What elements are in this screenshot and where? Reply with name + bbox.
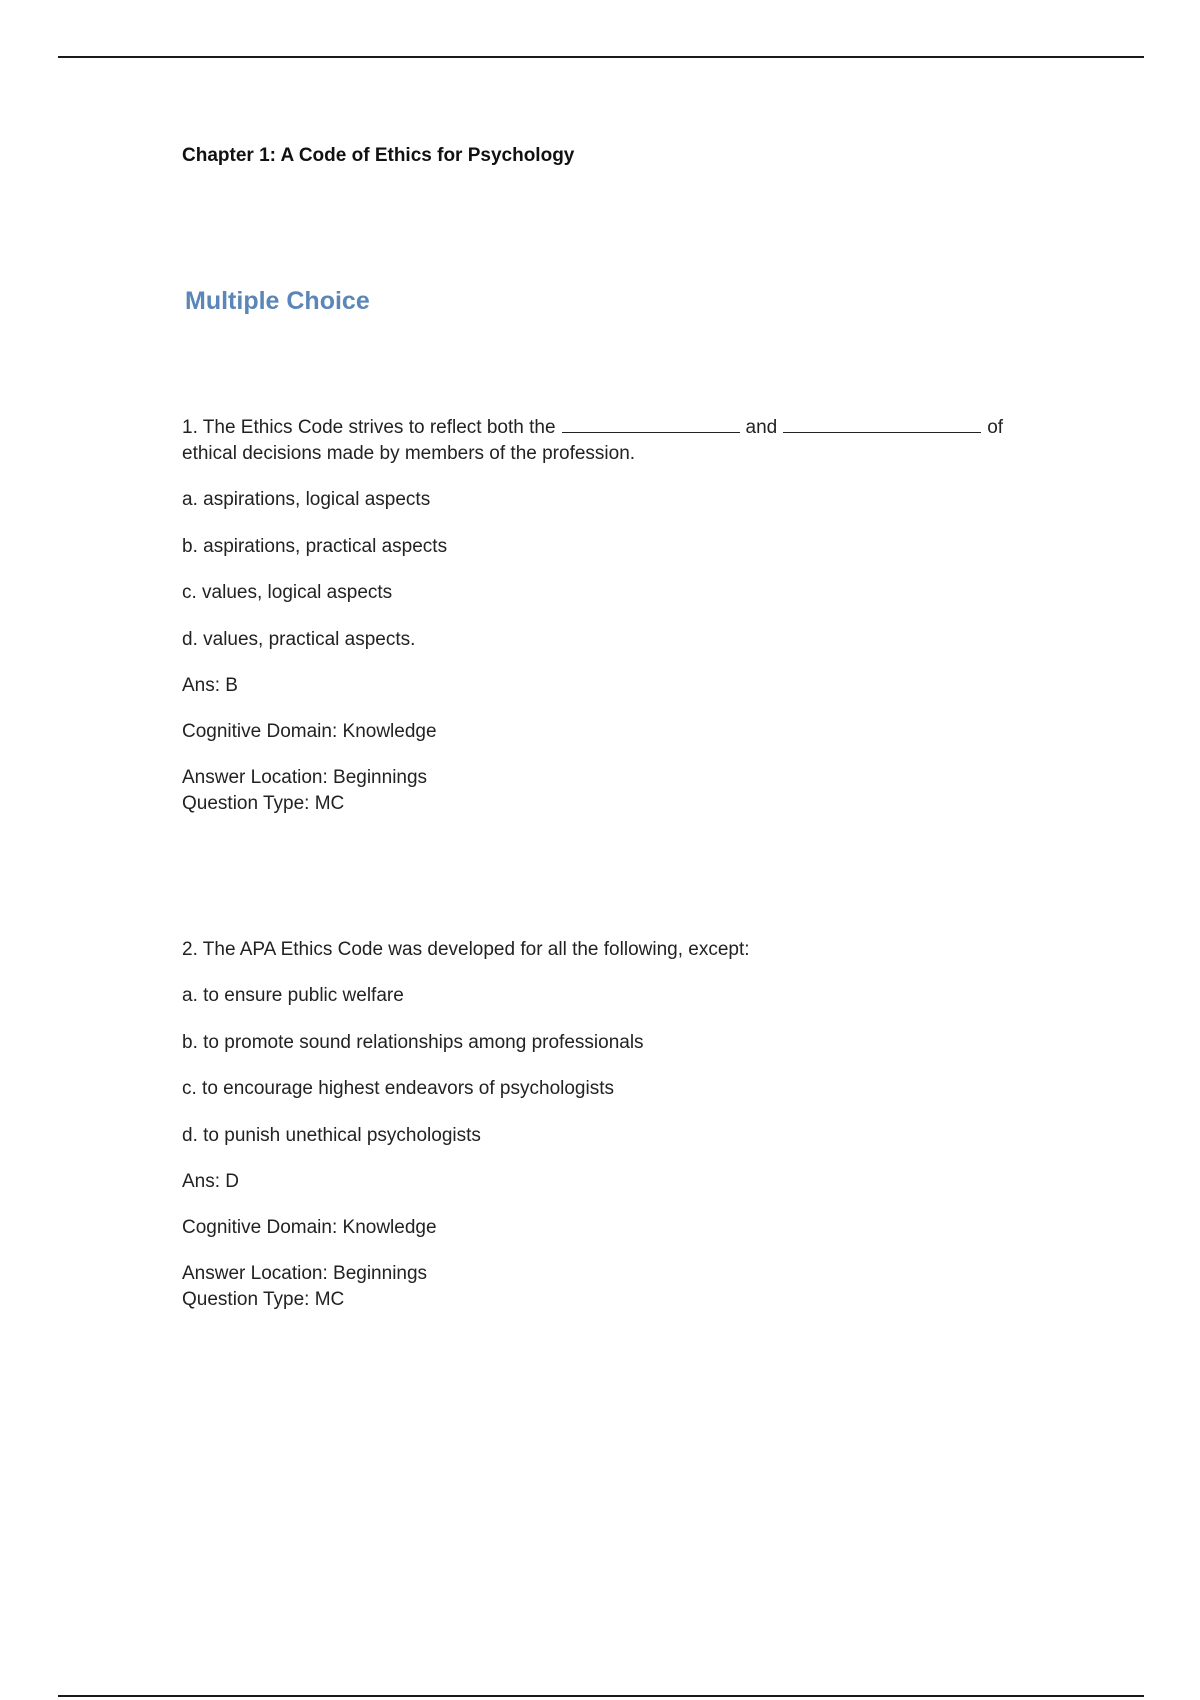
question-stem-line-1 — [182, 414, 1062, 441]
stem-text-part3: of — [987, 417, 1004, 438]
stem-text-part2: and — [745, 417, 778, 438]
option-a: a. aspirations, logical aspects — [182, 489, 431, 510]
cognitive-domain: Cognitive Domain: Knowledge — [182, 721, 437, 742]
answer: Ans: D — [182, 1171, 240, 1192]
fill-blank-1 — [562, 414, 740, 433]
option-a: a. to ensure public welfare — [182, 985, 404, 1006]
question-type: Question Type: MC — [182, 793, 345, 814]
chapter-title: Chapter 1: A Code of Ethics for Psychology — [182, 145, 575, 166]
option-c: c. values, logical aspects — [182, 582, 393, 603]
options-list — [182, 487, 1062, 817]
question-stem — [182, 414, 1062, 467]
fill-blank-2 — [783, 414, 981, 433]
question-stem-line-2: ethical decisions made by members of the profession. — [182, 443, 636, 464]
option-c: c. to encourage highest endeavors of psychologists — [182, 1078, 614, 1099]
options-list — [182, 983, 1062, 1313]
bottom-rule — [58, 1695, 1144, 1697]
question-1 — [182, 414, 1062, 817]
option-d: d. to punish unethical psychologists — [182, 1124, 481, 1146]
question-type: Question Type: MC — [182, 1289, 345, 1310]
cognitive-domain: Cognitive Domain: Knowledge — [182, 1217, 437, 1238]
option-d: d. values, practical aspects. — [182, 628, 416, 650]
answer: Ans: B — [182, 675, 238, 696]
option-b: b. to promote sound relationships among professionals — [182, 1031, 644, 1053]
question-2 — [182, 937, 1062, 1313]
option-b: b. aspirations, practical aspects — [182, 535, 448, 557]
stem-text-part1: 1. The Ethics Code strives to reflect both the — [182, 417, 556, 438]
top-rule — [58, 56, 1144, 58]
answer-location: Answer Location: Beginnings — [182, 767, 428, 788]
answer-location: Answer Location: Beginnings — [182, 1263, 428, 1284]
section-heading: Multiple Choice — [185, 287, 370, 315]
question-stem: 2. The APA Ethics Code was developed for all the following, except: — [182, 939, 750, 960]
